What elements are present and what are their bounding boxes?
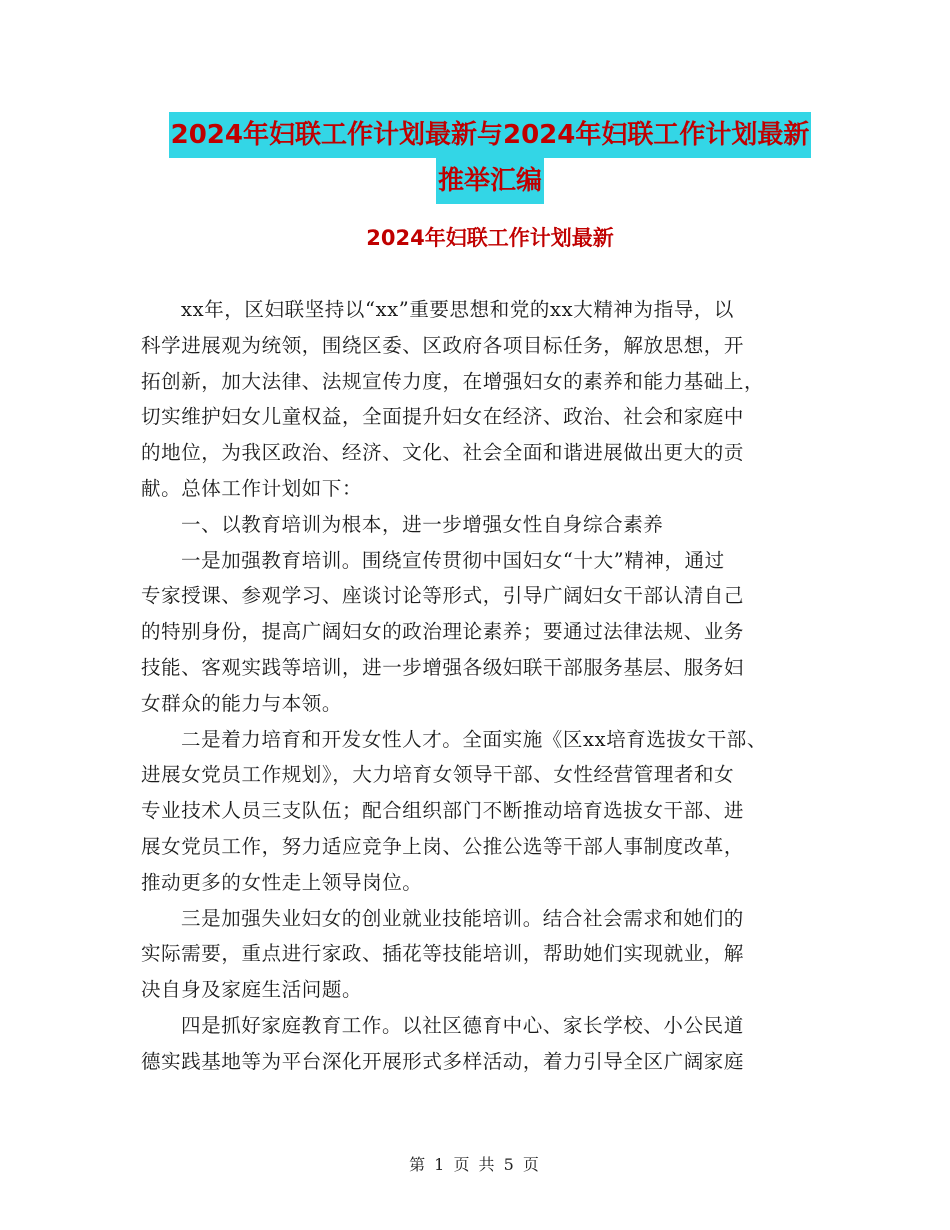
title-line-2: 推举汇编 [436, 158, 544, 204]
paragraph-intro: xx年，区妇联坚持以“xx”重要思想和党的xx大精神为指导，以 科学进展观为统领，围绕区委、区政府各项目标任务，解放思想，开 拓创新，加大法律、法规宣传力度，在增强妇女的素养和能力基础上， 切实维护妇女儿童权益，全面提升妇女在经济、政治、社会和家庭中 的地位，为我区政治、经济、文化、社会全面和谐进展做出更大的贡 献。总体工作计划如下： [141, 298, 765, 500]
document-title [140, 112, 840, 204]
body-text [141, 292, 821, 1080]
page-footer: 第 1 页 共 5 页 [409, 1155, 541, 1174]
title-line-1: 2024年妇联工作计划最新与2024年妇联工作计划最新 [169, 112, 812, 158]
paragraph-heading-1: 一、以教育培训为根本，进一步增强女性自身综合素养 [181, 512, 664, 536]
paragraph-item-1: 一是加强教育培训。围绕宣传贯彻中国妇女“十大”精神，通过 专家授课、参观学习、座谈讨论等形式，引导广阔妇女干部认清自己 的特别身份，提高广阔妇女的政治理论素养；要通过法律法规、业务 技能、客观实践等培训，进一步增强各级妇联干部服务基层、服务妇 女群众的能力与本领。 [141, 548, 745, 715]
paragraph-item-3: 三是加强失业妇女的创业就业技能培训。结合社会需求和她们的 实际需要，重点进行家政、插花等技能培训，帮助她们实现就业，解 决自身及家庭生活问题。 [141, 906, 745, 1002]
paragraph-item-4: 四是抓好家庭教育工作。以社区德育中心、家长学校、小公民道 德实践基地等为平台深化开展形式多样活动，着力引导全区广阔家庭 [141, 1013, 745, 1073]
section-subtitle: 2024年妇联工作计划最新 [366, 226, 614, 250]
paragraph-item-2: 二是着力培育和开发女性人才。全面实施《区xx培育选拔女干部、 进展女党员工作规划》，大力培育女领导干部、女性经营管理者和女 专业技术人员三支队伍；配合组织部门不断推动培育选拔女干部、进 展女党员工作，努力适应竞争上岗、公推公选等干部人事制度改革， 推动更多的女性走上领导岗位。 [141, 727, 767, 894]
